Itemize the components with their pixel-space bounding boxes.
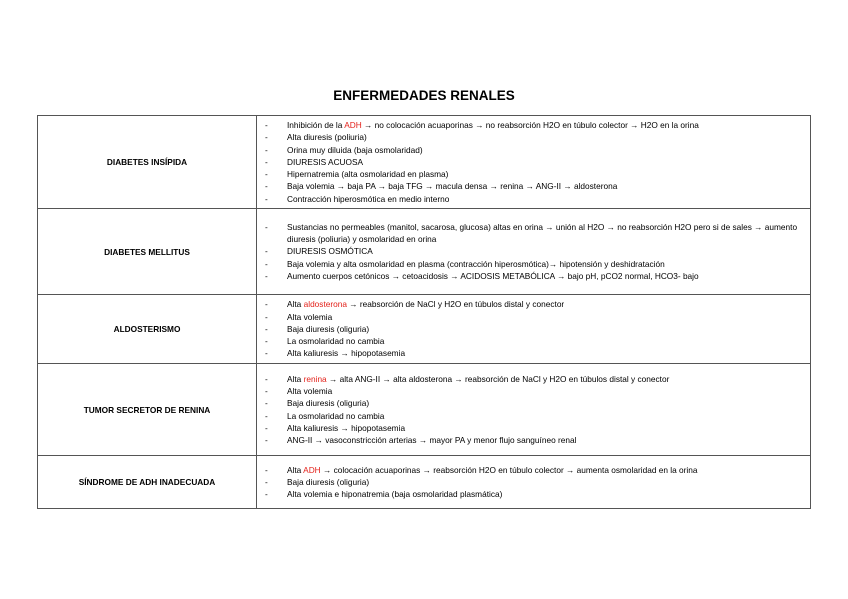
list-item [257,156,810,168]
text-segment: → reabsorción de NaCl y H2O en túbulos distal y conector [346,299,565,310]
list-item [257,193,810,205]
text-segment: Alta [287,373,304,384]
list-item [257,385,810,397]
disease-name: DIABETES MELLITUS [38,209,257,295]
text-segment: DIURESIS ACUOSA [287,156,364,167]
list-item [257,397,810,409]
page-title: ENFERMEDADES RENALES [333,88,515,103]
text-segment: Alta [287,299,304,310]
list-item [257,335,810,347]
feature-list [257,464,810,501]
highlighted-term: renina [303,373,327,384]
disease-name: TUMOR SECRETOR DE RENINA [38,364,257,456]
table-row [38,364,811,456]
list-item [257,434,810,446]
highlighted-term: ADH [303,464,321,475]
table-row [38,456,811,509]
text-segment: DIURESIS OSMÓTICA [287,246,373,257]
text-segment: Alta volemia [287,386,333,397]
feature-list [257,298,810,359]
text-segment: La osmolaridad no cambia [287,410,385,421]
disease-name: SÍNDROME DE ADH INADECUADA [38,456,257,509]
list-item [257,298,810,310]
list-item [257,168,810,180]
text-segment: Baja volemia y alta osmolaridad en plasma (contracción hiperosmótica)→ hipotensión y deshidratación [287,258,665,269]
list-item [257,131,810,143]
disease-name: ALDOSTERISMO [38,295,257,364]
list-item [257,180,810,192]
list-item [257,464,810,476]
text-segment: → colocación acuaporinas → reabsorción H2O en túbulo colector → aumenta osmolaridad en la orina [320,464,698,475]
disease-name: DIABETES INSÍPIDA [38,116,257,209]
feature-list [257,119,810,204]
text-segment: Baja diuresis (oliguria) [287,476,370,487]
text-segment: Baja diuresis (oliguria) [287,398,370,409]
table-row [38,116,811,209]
text-segment: → no colocación acuaporinas → no reabsorción H2O en túbulo colector → H2O en la orina [361,120,699,131]
text-segment: Alta [287,464,304,475]
diseases-table [37,115,811,509]
text-segment: Baja diuresis (oliguria) [287,323,370,334]
disease-features [257,295,811,364]
list-item [257,270,810,282]
text-segment: Contracción hiperosmótica en medio interno [287,193,450,204]
list-item [257,245,810,257]
text-segment: Alta volemia e hiponatremia (baja osmolaridad plasmática) [287,489,503,500]
table-row [38,209,811,295]
list-item [257,488,810,500]
list-item [257,410,810,422]
disease-features [257,364,811,456]
text-segment: Alta kaliuresis → hipopotasemia [287,422,406,433]
list-item [257,323,810,335]
disease-features [257,456,811,509]
list-item [257,258,810,270]
list-item [257,347,810,359]
text-segment: Aumento cuerpos cetónicos → cetoacidosis → ACIDOSIS METABÓLICA → bajo pH, pCO2 normal, HCO3- bajo [287,270,699,281]
disease-features [257,209,811,295]
list-item [257,221,810,245]
list-item [257,119,810,131]
text-segment: → alta ANG-II → alta aldosterona → reabsorción de NaCl y H2O en túbulos distal y conector [326,373,670,384]
text-segment: Hipernatremia (alta osmolaridad en plasma) [287,169,449,180]
feature-list [257,221,810,282]
highlighted-term: ADH [344,120,362,131]
text-segment: Alta diuresis (poliuria) [287,132,367,143]
list-item [257,422,810,434]
text-segment: ANG-II → vasoconstricción arterias → mayor PA y menor flujo sanguíneo renal [287,434,577,445]
text-segment: Alta volemia [287,311,333,322]
text-segment: La osmolaridad no cambia [287,336,385,347]
list-item [257,144,810,156]
highlighted-term: aldosterona [303,299,347,310]
list-item [257,476,810,488]
text-segment: Orina muy diluida (baja osmolaridad) [287,144,423,155]
text-segment: Baja volemia → baja PA → baja TFG → macula densa → renina → ANG-II → aldosterona [287,181,618,192]
table-row [38,295,811,364]
feature-list [257,373,810,446]
disease-features [257,116,811,209]
text-segment: Sustancias no permeables (manitol, sacarosa, glucosa) altas en orina → unión al H2O → no reabsorción H2O pero si de sales → aumento diuresis (poliuria) y osmolaridad en orina [287,221,798,245]
text-segment: Alta kaliuresis → hipopotasemia [287,348,406,359]
text-segment: Inhibición de la [287,120,345,131]
list-item [257,311,810,323]
list-item [257,373,810,385]
